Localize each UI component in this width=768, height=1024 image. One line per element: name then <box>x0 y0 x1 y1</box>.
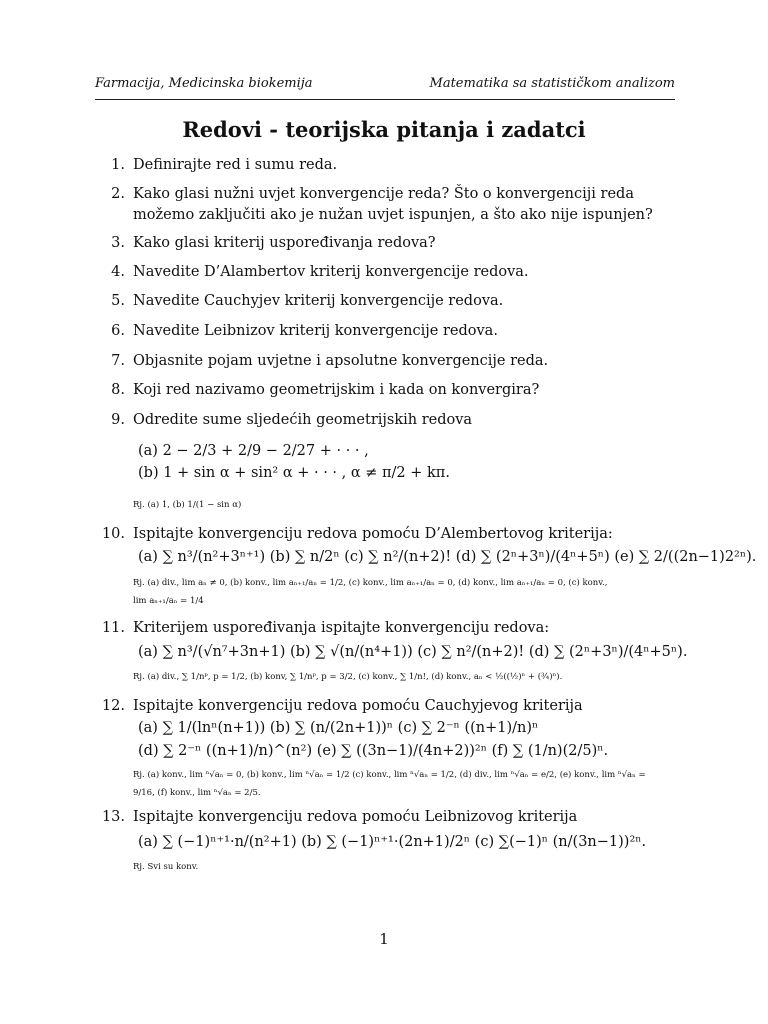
question-number: 3. <box>111 235 125 251</box>
question-number: 6. <box>111 323 125 339</box>
formula-q13: (a) ∑ (−1)ⁿ⁺¹·n/(n²+1) (b) ∑ (−1)ⁿ⁺¹·(2n+1)/2ⁿ (c) ∑(−1)ⁿ (n/(3n−1))²ⁿ. <box>138 834 647 850</box>
formula-q9a: (a) 2 − 2/3 + 2/9 − 2/27 + · · · , <box>138 443 369 459</box>
question-number: 2. <box>111 186 125 202</box>
formula-q10: (a) ∑ n³/(n²+3ⁿ⁺¹) (b) ∑ n/2ⁿ (c) ∑ n²/(n+2)! (d) ∑ (2ⁿ+3ⁿ)/(4ⁿ+5ⁿ) (e) ∑ 2/((2n−1)2²ⁿ). <box>138 549 757 565</box>
header-rule <box>95 99 675 100</box>
answer-q12-line1: Rj. (a) konv., lim ⁿ√aₙ = 0, (b) konv., lim ⁿ√aₙ = 1/2 (c) konv., lim ⁿ√aₙ = 1/2, (d) div., lim ⁿ√aₙ = e/2, (e) konv., lim ⁿ√aₙ = <box>133 770 646 780</box>
question-text: Ispitajte konvergenciju redova pomoću D’Alembertovog kriterija: <box>133 526 613 542</box>
question-text: Kako glasi kriterij uspoređivanja redova? <box>133 235 436 251</box>
question-text: Kriterijem uspoređivanja ispitajte konvergenciju redova: <box>133 620 550 636</box>
question-text: Ispitajte konvergenciju redova pomoću Leibnizovog kriterija <box>133 809 578 825</box>
question-text: Kako glasi nužni uvjet konvergencije reda? Što o konvergenciji reda možemo zaključiti ako je nužan uvjet ispunjen, a što ako nije ispunjen? <box>133 186 653 223</box>
question-number: 5. <box>111 293 125 309</box>
question-number: 10. <box>101 526 125 542</box>
question-text: Navedite D’Alambertov kriterij konvergencije redova. <box>133 264 529 280</box>
answer-q13: Rj. Svi su konv. <box>133 862 199 872</box>
answer-q12-line2: 9/16, (f) konv., lim ⁿ√aₙ = 2/5. <box>133 788 261 798</box>
question-text: Objasnite pojam uvjetne i apsolutne konvergencije reda. <box>133 353 549 369</box>
formula-q12-row2: (d) ∑ 2⁻ⁿ ((n+1)/n)^(n²) (e) ∑ ((3n−1)/(4n+2))²ⁿ (f) ∑ (1/n)(2/5)ⁿ. <box>138 743 609 759</box>
question-number: 4. <box>111 264 125 280</box>
question-number: 1. <box>111 157 125 173</box>
running-header <box>95 76 675 96</box>
question-text: Odredite sume sljedećih geometrijskih redova <box>133 412 473 428</box>
question-number: 9. <box>111 412 125 428</box>
question-number: 8. <box>111 382 125 398</box>
page-title: Redovi - teorijska pitanja i zadatci <box>182 117 586 142</box>
question-text: Definirajte red i sumu reda. <box>133 157 338 173</box>
question-text: Navedite Cauchyjev kriterij konvergencije redova. <box>133 293 504 309</box>
question-number: 12. <box>101 698 125 714</box>
formula-q12-row1: (a) ∑ 1/(lnⁿ(n+1)) (b) ∑ (n/(2n+1))ⁿ (c) ∑ 2⁻ⁿ ((n+1)/n)ⁿ <box>138 720 539 736</box>
formula-q9b: (b) 1 + sin α + sin² α + · · · , α ≠ π/2 + kπ. <box>138 465 450 481</box>
header-subject: Matematika sa statističkom analizom <box>429 76 675 91</box>
question-number: 11. <box>101 620 125 636</box>
question-text: Koji red nazivamo geometrijskim i kada on konvergira? <box>133 382 540 398</box>
page-number: 1 <box>379 930 389 948</box>
formula-q11: (a) ∑ n³/(√n⁷+3n+1) (b) ∑ √(n/(n⁴+1)) (c) ∑ n²/(n+2)! (d) ∑ (2ⁿ+3ⁿ)/(4ⁿ+5ⁿ). <box>138 644 688 660</box>
question-number: 13. <box>101 809 125 825</box>
question-text: Ispitajte konvergenciju redova pomoću Cauchyjevog kriterija <box>133 698 583 714</box>
question-text: Navedite Leibnizov kriterij konvergencije redova. <box>133 323 498 339</box>
header-course: Farmacija, Medicinska biokemija <box>95 76 313 91</box>
answer-q11: Rj. (a) div., ∑ 1/nᵖ, p = 1/2, (b) konv, ∑ 1/nᵖ, p = 3/2, (c) konv., ∑ 1/n!, (d) konv., aₙ < ½((½)ⁿ + (¾)ⁿ). <box>133 672 563 682</box>
question-number: 7. <box>111 353 125 369</box>
answer-q10-line2: lim aₙ₊₁/aₙ = 1/4 <box>133 596 204 606</box>
answer-q9: Rj. (a) 1, (b) 1/(1 − sin α) <box>133 500 242 510</box>
answer-q10-line1: Rj. (a) div., lim aₙ ≠ 0, (b) konv., lim aₙ₊₁/aₙ = 1/2, (c) konv., lim aₙ₊₁/aₙ = 0, (d) konv., lim aₙ₊₁/aₙ = 0, (c) konv., <box>133 578 608 588</box>
